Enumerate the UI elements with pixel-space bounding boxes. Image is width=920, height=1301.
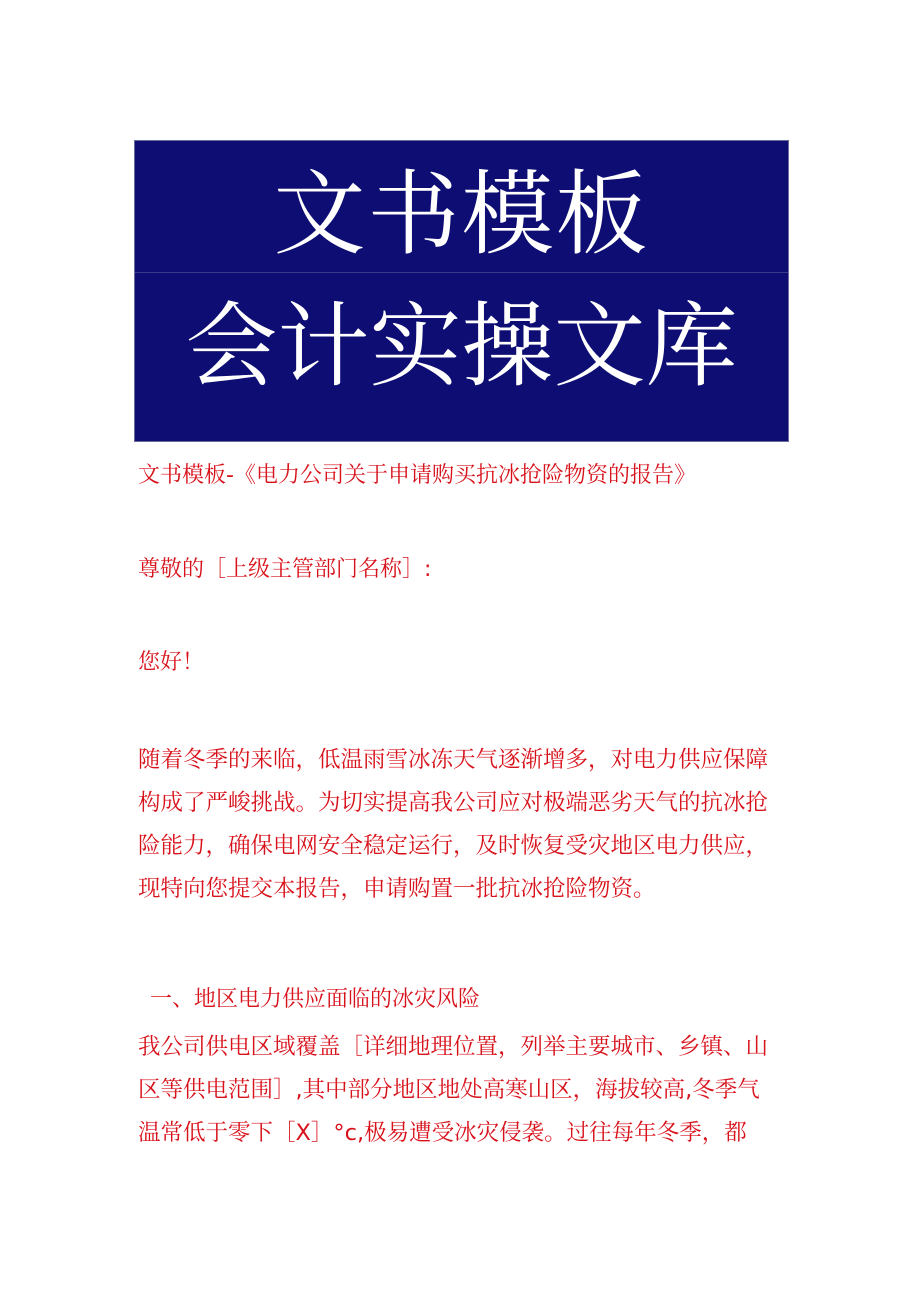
- section-heading: 一、地区电力供应面临的冰灾风险: [150, 987, 481, 1012]
- paragraph-line: 现特向您提交本报告，申请购置一批抗冰抢险物资。: [138, 876, 656, 902]
- banner-divider: [135, 272, 788, 273]
- banner-title-line-1: 文书模板: [273, 161, 650, 268]
- paragraph-line: 险能力，确保电网安全稳定运行，及时恢复受灾地区电力供应，: [138, 833, 769, 859]
- greeting: 您好！: [138, 650, 205, 675]
- paragraph-line: 温常低于零下［X］°c,极易遭受冰灾侵袭。过往每年冬季，都: [138, 1120, 747, 1146]
- salutation: 尊敬的［上级主管部门名称］:: [138, 557, 432, 582]
- title-banner: [134, 140, 789, 442]
- paragraph-line: 构成了严峻挑战。为切实提高我公司应对极端恶劣天气的抗冰抢: [138, 790, 769, 816]
- banner-title-line-2: 会计实操文库: [185, 293, 738, 400]
- document-title: 文书模板-《电力公司关于申请购买抗冰抢险物资的报告》: [138, 463, 696, 488]
- paragraph-line: 随着冬季的来临，低温雨雪冰冻天气逐渐增多，对电力供应保障: [138, 747, 769, 773]
- paragraph-intro: [138, 739, 798, 911]
- paragraph-line: 区等供电范围］,其中部分地区地处高寒山区，海拔较高,冬季气: [138, 1077, 760, 1103]
- paragraph-section-1: [138, 1026, 798, 1155]
- paragraph-line: 我公司供电区域覆盖［详细地理位置，列举主要城市、乡镇、山: [138, 1034, 769, 1060]
